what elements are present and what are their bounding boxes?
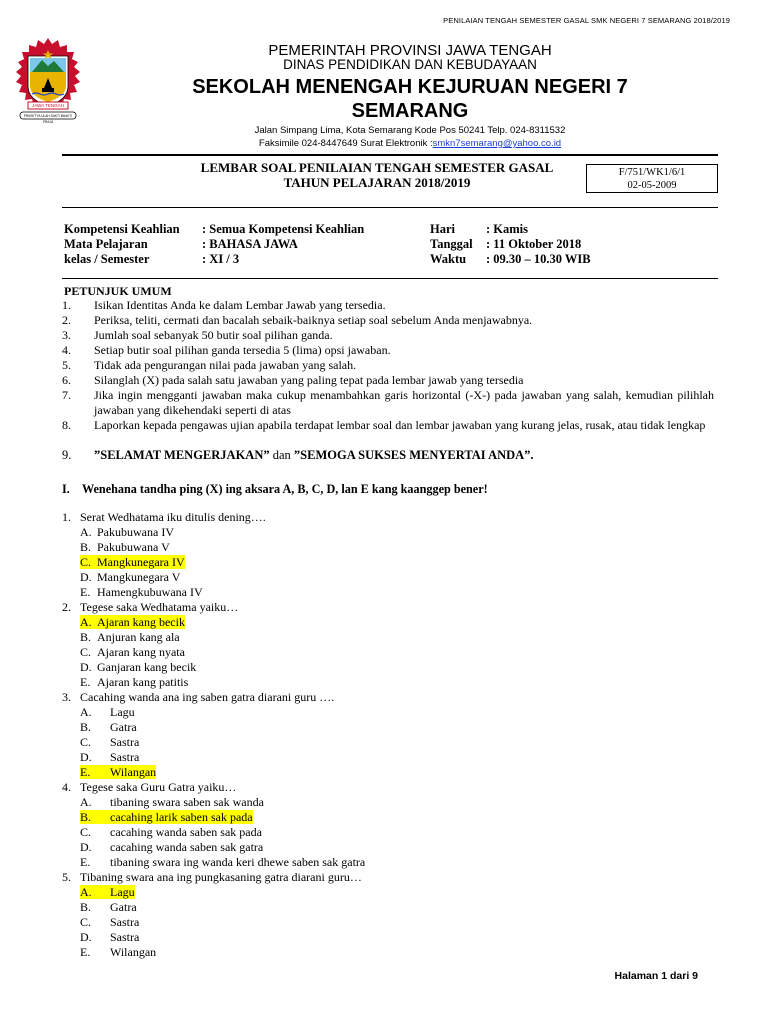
highlighted-answer <box>80 810 253 824</box>
option-letter: C. <box>80 645 92 659</box>
option-letter: E. <box>80 585 91 599</box>
answer-option[interactable] <box>80 645 185 660</box>
option-letter: C. <box>80 735 92 749</box>
option-text: Anjuran kang ala <box>97 630 180 644</box>
question-number: 3. <box>62 690 71 704</box>
option-text: Sastra <box>110 735 140 749</box>
answer-option[interactable] <box>80 630 180 645</box>
question-text: Serat Wedhatama iku ditulis dening…. <box>80 510 266 524</box>
option-letter: A. <box>80 615 92 629</box>
answer-option[interactable] <box>80 720 137 735</box>
instruction-number: 3. <box>62 328 71 342</box>
form-date: 02-05-2009 <box>627 180 677 191</box>
page-number: Halaman 1 dari 9 <box>614 970 698 982</box>
instruction-number: 1. <box>62 298 71 312</box>
letterhead-school-name: SEKOLAH MENENGAH KEJURUAN NEGERI 7 <box>192 76 628 98</box>
option-letter: E. <box>80 675 91 689</box>
option-letter: D. <box>80 660 92 674</box>
answer-text-wrap <box>80 645 185 659</box>
info-value: : Semua Kompetensi Keahlian <box>202 222 365 236</box>
form-code: F/751/WK1/6/1 <box>618 167 686 178</box>
answer-text-wrap <box>80 750 139 764</box>
form-code-box <box>586 164 718 193</box>
answer-option[interactable] <box>80 825 262 840</box>
answer-text-wrap <box>80 675 188 689</box>
instruction-text: Tidak ada pengurangan nilai pada jawaban yang salah. <box>94 358 357 372</box>
instruction-number: 8. <box>62 418 71 432</box>
answer-option[interactable] <box>80 900 137 915</box>
instruction-text: Laporkan kepada pengawas ujian apabila terdapat lembar soal dan lembar jawaban yang kurang jelas, rusak, atau tidak lengkap <box>94 418 706 432</box>
option-letter: D. <box>80 930 92 944</box>
title-divider <box>62 207 718 208</box>
option-text: cacahing larik saben sak pada <box>110 810 253 824</box>
option-text: cacahing wanda saben sak gatra <box>110 840 264 854</box>
letterhead-contact <box>130 138 690 149</box>
greeting-1: ”SELAMAT MENGERJAKAN” <box>94 448 270 462</box>
answer-option[interactable] <box>80 915 139 930</box>
answer-text-wrap <box>80 660 196 674</box>
option-text: Gatra <box>110 720 137 734</box>
info-value: : XI / 3 <box>202 252 240 266</box>
answer-option[interactable] <box>80 810 253 825</box>
highlighted-answer <box>80 615 185 629</box>
letterhead-department: DINAS PENDIDIKAN DAN KEBUDAYAAN <box>283 57 537 72</box>
answer-option[interactable] <box>80 765 156 780</box>
answer-text-wrap <box>80 735 139 749</box>
answer-option[interactable] <box>80 525 174 540</box>
document-title: LEMBAR SOAL PENILAIAN TENGAH SEMESTER GASAL <box>200 160 554 175</box>
instruction-text: Isikan Identitas Anda ke dalam Lembar Jawab yang tersedia. <box>94 298 386 312</box>
info-label-right: Waktu <box>430 252 467 266</box>
instruction-text: Jika ingin mengganti jawaban maka cukup menambahkan garis horizontal (-X-) pada jawaban yang salah, kemudian pilihlah jawaban yang dikehendaki seperti di atas <box>94 388 714 417</box>
jawa-tengah-emblem <box>14 36 82 122</box>
option-text: Wilangan <box>110 945 157 959</box>
info-label: Mata Pelajaran <box>64 237 148 251</box>
instruction-number: 5. <box>62 358 71 372</box>
question-text: Tegese saka Wedhatama yaiku… <box>80 600 239 614</box>
info-label-right: Tanggal <box>430 237 473 251</box>
instruction-number: 9. <box>62 448 72 462</box>
answer-text-wrap <box>80 720 137 734</box>
option-text: Pakubuwana IV <box>97 525 174 539</box>
option-text: tibaning swara saben sak wanda <box>110 795 264 809</box>
answer-option[interactable] <box>80 795 264 810</box>
option-text: Ajaran kang patitis <box>97 675 189 689</box>
option-text: tibaning swara ing wanda keri dhewe saben sak gatra <box>110 855 366 869</box>
letterhead-divider <box>62 154 718 156</box>
option-text: Ajaran kang nyata <box>97 645 185 659</box>
option-text: Hamengkubuwana IV <box>97 585 203 599</box>
option-text: Sastra <box>110 930 140 944</box>
answer-option[interactable] <box>80 750 139 765</box>
section-number: I. <box>62 482 70 496</box>
info-row <box>64 222 684 237</box>
instruction-text: Periksa, teliti, cermati dan bacalah sebaik-baiknya setiap soal sebelum Anda menjawabnya. <box>94 313 533 327</box>
highlighted-answer <box>80 885 135 899</box>
answer-option[interactable] <box>80 735 139 750</box>
option-letter: D. <box>80 570 92 584</box>
instructions-heading: PETUNJUK UMUM <box>64 284 172 298</box>
greeting-joiner: dan <box>269 448 294 462</box>
option-letter: B. <box>80 900 92 914</box>
option-letter: C. <box>80 825 92 839</box>
info-row <box>64 237 684 252</box>
option-letter: A. <box>80 885 92 899</box>
instruction-number: 2. <box>62 313 71 327</box>
question-number: 5. <box>62 870 71 884</box>
option-text: Pakubuwana V <box>97 540 170 554</box>
option-letter: A. <box>80 705 92 719</box>
option-letter: D. <box>80 840 92 854</box>
info-value-right: : Kamis <box>486 222 529 236</box>
instruction-number: 7. <box>62 388 71 402</box>
option-text: Ajaran kang becik <box>97 615 185 629</box>
answer-text-wrap <box>80 915 139 929</box>
fax-text: Faksimile 024-8447649 Surat Elektronik : <box>258 138 433 149</box>
instruction-number: 4. <box>62 343 71 357</box>
answer-text-wrap <box>80 630 180 644</box>
answer-text-wrap <box>80 945 156 959</box>
section-instruction: Wenehana tandha ping (X) ing aksara A, B, C, D, lan E kang kaanggep bener! <box>82 482 488 496</box>
email-link[interactable]: smkn7semarang@yahoo.co.id <box>432 138 562 149</box>
option-text: Mangkunegara V <box>97 570 181 584</box>
answer-option[interactable] <box>80 540 170 555</box>
option-text: cacahing wanda saben sak pada <box>110 825 262 839</box>
option-letter: A. <box>80 795 92 809</box>
answer-option[interactable] <box>80 675 188 690</box>
question-number: 2. <box>62 600 71 614</box>
option-text: Sastra <box>110 915 140 929</box>
answer-text-wrap <box>80 825 262 839</box>
instruction-number: 6. <box>62 373 71 387</box>
answer-text-wrap <box>80 525 174 539</box>
info-divider <box>62 278 718 279</box>
answer-option[interactable] <box>80 855 365 870</box>
info-value-right: : 09.30 – 10.30 WIB <box>486 252 591 266</box>
answer-option[interactable] <box>80 555 185 570</box>
answer-text-wrap <box>80 795 264 809</box>
info-value: : BAHASA JAWA <box>202 237 298 251</box>
option-letter: B. <box>80 630 92 644</box>
info-label: kelas / Semester <box>64 252 150 266</box>
info-value-right: : 11 Oktober 2018 <box>486 237 582 251</box>
option-letter: B. <box>80 720 92 734</box>
letterhead-government: PEMERINTAH PROVINSI JAWA TENGAH <box>268 42 552 59</box>
instruction-text <box>94 448 724 463</box>
option-letter: A. <box>80 525 92 539</box>
option-letter: B. <box>80 540 92 554</box>
option-letter: E. <box>80 855 91 869</box>
letterhead-address: Jalan Simpang Lima, Kota Semarang Kode Pos 50241 Telp. 024-8311532 <box>254 125 566 136</box>
emblem-motto: PRASETYA ULAH SAKTI BHAKTI PRAJA <box>23 114 73 124</box>
document-subtitle: TAHUN PELAJARAN 2018/2019 <box>283 175 471 190</box>
answer-option[interactable] <box>80 660 196 675</box>
answer-text-wrap <box>80 900 137 914</box>
info-row <box>64 252 684 267</box>
option-text: Mangkunegara IV <box>97 555 185 569</box>
greeting-2: ”SEMOGA SUKSES MENYERTAI ANDA”. <box>293 448 534 462</box>
instruction-text: Jumlah soal sebanyak 50 butir soal pilihan ganda. <box>94 328 333 342</box>
answer-option[interactable] <box>80 705 135 720</box>
option-text: Wilangan <box>110 765 157 779</box>
info-label-right: Hari <box>430 222 455 236</box>
answer-option[interactable] <box>80 570 180 585</box>
instruction-text: Silanglah (X) pada salah satu jawaban yang paling tepat pada lembar jawab yang tersedia <box>94 373 524 387</box>
option-letter: C. <box>80 555 92 569</box>
answer-option[interactable] <box>80 615 185 630</box>
answer-text-wrap <box>80 840 263 854</box>
question-text: Cacahing wanda ana ing saben gatra diarani guru …. <box>80 690 335 704</box>
letterhead-school-city: SEMARANG <box>351 100 469 122</box>
answer-text-wrap <box>80 705 135 719</box>
answer-text-wrap <box>80 570 180 584</box>
question-number: 1. <box>62 510 71 524</box>
question-text: Tegese saka Guru Gatra yaiku… <box>80 780 237 794</box>
option-letter: E. <box>80 945 91 959</box>
instruction-text: Setiap butir soal pilihan ganda tersedia 5 (lima) opsi jawaban. <box>94 343 391 357</box>
info-label: Kompetensi Keahlian <box>64 222 180 236</box>
option-text: Lagu <box>110 885 135 899</box>
option-letter: B. <box>80 810 92 824</box>
running-header: PENILAIAN TENGAH SEMESTER GASAL SMK NEGERI 7 SEMARANG 2018/2019 <box>443 16 730 25</box>
option-text: Lagu <box>110 705 135 719</box>
option-text: Gatra <box>110 900 137 914</box>
answer-text-wrap <box>80 540 170 554</box>
highlighted-answer <box>80 555 185 569</box>
question-text: Tibaning swara ana ing pungkasaning gatra diarani guru… <box>80 870 362 884</box>
option-letter: D. <box>80 750 92 764</box>
option-text: Ganjaran kang becik <box>97 660 197 674</box>
emblem-ribbon-text: JAWA TENGAH <box>32 103 64 108</box>
answer-text-wrap <box>80 855 365 869</box>
option-letter: C. <box>80 915 92 929</box>
question-number: 4. <box>62 780 71 794</box>
option-letter: E. <box>80 765 91 779</box>
answer-text-wrap <box>80 585 203 599</box>
answer-option[interactable] <box>80 885 135 900</box>
highlighted-answer <box>80 765 156 779</box>
answer-text-wrap <box>80 930 139 944</box>
answer-option[interactable] <box>80 585 203 600</box>
answer-option[interactable] <box>80 840 263 855</box>
answer-option[interactable] <box>80 930 139 945</box>
answer-option[interactable] <box>80 945 156 960</box>
option-text: Sastra <box>110 750 140 764</box>
